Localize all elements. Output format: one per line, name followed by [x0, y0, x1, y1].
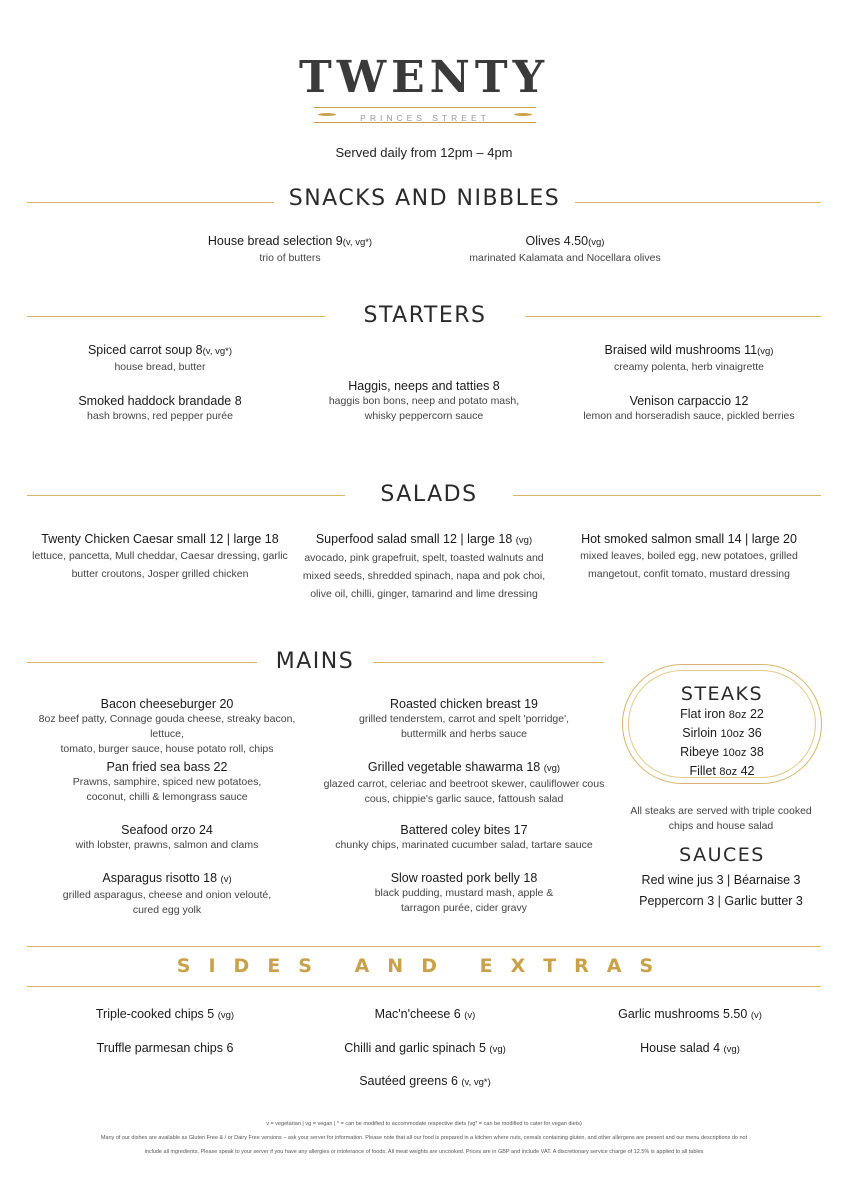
gold-leaf-icon: [514, 113, 532, 116]
item-title: Haggis, neeps and tatties 8: [348, 379, 500, 393]
divider-line: [513, 495, 821, 496]
item-title: Triple-cooked chips 5: [95, 1007, 215, 1021]
menu-item: [22, 696, 312, 757]
menu-item: [318, 759, 610, 807]
footer-legend: v = vegetarian | vg = vegan | * = can be modified to accommodate respective diets (vg* = can be modified to cater for vegan diets): [266, 1121, 582, 1127]
item-title: Mac'n'cheese 6: [374, 1007, 461, 1021]
steaks-note: [610, 804, 832, 834]
divider-line: [27, 946, 821, 947]
side-item: [300, 1040, 550, 1058]
steak-item: Fillet 8oz 42: [689, 764, 755, 778]
diet-tag: (v, vg*): [342, 237, 373, 248]
logo-subtitle-band: [314, 107, 536, 123]
item-title: Garlic mushrooms 5.50: [618, 1007, 748, 1021]
item-description: whisky peppercorn sauce: [364, 410, 484, 422]
section-heading-sauces: SAUCES: [679, 844, 765, 866]
diet-tag: (vg): [757, 346, 774, 357]
item-description: grilled tenderstem, carrot and spelt 'porridge',: [358, 713, 570, 725]
menu-item: [22, 870, 312, 918]
menu-item: [150, 233, 430, 266]
divider-line: [575, 202, 821, 203]
divider-line: [373, 662, 604, 663]
item-description: grilled asparagus, cheese and onion velouté,: [62, 889, 272, 901]
item-description: lettuce, pancetta, Mull cheddar, Caesar dressing, garlic: [32, 550, 288, 562]
diet-tag: (vg): [723, 1044, 740, 1055]
item-title: Battered coley bites 17: [400, 823, 528, 837]
item-description: 8oz beef patty, Connage gouda cheese, streaky bacon, lettuce,: [38, 713, 296, 740]
diet-tag: (v, vg*): [202, 346, 233, 357]
item-title: Venison carpaccio 12: [629, 394, 749, 408]
side-item: [40, 1006, 290, 1024]
item-description: chunky chips, marinated cucumber salad, tartare sauce: [335, 839, 593, 851]
item-description: buttermilk and herbs sauce: [400, 728, 528, 740]
diet-tag: (v): [750, 1010, 762, 1021]
side-item: [40, 1040, 290, 1056]
item-title: Bacon cheeseburger 20: [100, 697, 234, 711]
menu-item: [40, 342, 280, 375]
item-title: Hot smoked salmon small 14 | large 20: [581, 532, 797, 546]
item-description: hash browns, red pepper purée: [87, 410, 233, 422]
item-description: cous, chippie's garlic sauce, fattoush salad: [364, 793, 564, 805]
item-title: Asparagus risotto 18: [102, 871, 218, 885]
item-title: Slow roasted pork belly 18: [390, 871, 538, 885]
diet-tag: (vg): [543, 763, 561, 774]
diet-tag: (vg): [515, 535, 533, 546]
menu-item: [556, 531, 822, 583]
item-description: avocado, pink grapefruit, spelt, toasted walnuts and: [304, 552, 544, 564]
item-description: tomato, burger sauce, house potato roll, chips: [60, 743, 274, 755]
item-description: creamy polenta, herb vinaigrette: [614, 361, 764, 373]
side-item: [560, 1006, 820, 1024]
menu-item: [300, 378, 548, 424]
diet-tag: (vg): [588, 237, 605, 248]
steak-list: [622, 705, 822, 781]
item-description: butter croutons, Josper grilled chicken: [71, 568, 249, 580]
menu-item: [294, 531, 554, 603]
sauce-line: Red wine jus 3 | Béarnaise 3: [641, 873, 801, 887]
diet-tag: (vg): [217, 1010, 235, 1021]
menu-item: [560, 393, 818, 424]
steak-item: Ribeye 10oz 38: [680, 745, 764, 759]
gold-leaf-icon: [318, 113, 336, 116]
steaks-note-line: chips and house salad: [668, 820, 774, 832]
item-description: coconut, chilli & lemongrass sauce: [86, 791, 248, 803]
item-description: glazed carrot, celeriac and beetroot skewer, cauliflower cous: [323, 778, 605, 790]
divider-line: [27, 202, 274, 203]
menu-item: [22, 822, 312, 853]
item-title: Braised wild mushrooms 11: [604, 343, 758, 357]
menu-item: [20, 531, 300, 583]
menu-item: [318, 822, 610, 853]
item-description: mixed seeds, shredded spinach, napa and pok choi,: [302, 570, 546, 582]
menu-item: [318, 696, 610, 742]
item-description: marinated Kalamata and Nocellara olives: [469, 252, 661, 264]
menu-item: [560, 342, 818, 375]
item-description: lemon and horseradish sauce, pickled berries: [583, 410, 795, 422]
section-heading-sides: SIDES AND EXTRAS: [176, 955, 672, 977]
item-title: Superfood salad small 12 | large 18: [315, 532, 513, 546]
section-heading-mains: MAINS: [275, 649, 355, 674]
item-title: Spiced carrot soup 8: [87, 343, 203, 357]
sauce-line: Peppercorn 3 | Garlic butter 3: [639, 894, 803, 908]
item-description: black pudding, mustard mash, apple &: [374, 887, 554, 899]
steak-item: Sirloin 10oz 36: [682, 726, 762, 740]
item-title: Olives 4.50: [525, 234, 589, 248]
menu-item: [40, 393, 280, 424]
diet-tag: (v, vg*): [461, 1077, 491, 1088]
footer-pricing-note: include all ingredients. Please speak to your server if you have any allergies or intolerance of foods. All meat weights are uncooked. Prices are in GBP and include VAT. A discretionary service charge of 12.5% is applied to all tables: [144, 1149, 704, 1155]
diet-tag: (v): [220, 874, 232, 885]
footer-allergen-note: Many of our dishes are available as Gluten Free & / or Dairy Free versions – ask your server for information. Please note that all our food is prepared in a kitchen where nuts, cereals containing gluten, and other allergens are present and our menu descriptions do not: [100, 1135, 748, 1141]
item-title: Pan fried sea bass 22: [106, 760, 228, 774]
diet-tag: (vg): [489, 1044, 506, 1055]
side-item: [300, 1006, 550, 1024]
section-heading-snacks: SNACKS AND NIBBLES: [288, 186, 561, 211]
side-item: [560, 1040, 820, 1058]
diet-tag: (v): [464, 1010, 476, 1021]
item-title: Grilled vegetable shawarma 18: [367, 760, 541, 774]
item-title: Smoked haddock brandade 8: [78, 394, 242, 408]
item-description: haggis bon bons, neep and potato mash,: [328, 395, 520, 407]
item-description: house bread, butter: [114, 361, 206, 373]
item-title: House salad 4: [640, 1041, 721, 1055]
item-title: Seafood orzo 24: [121, 823, 213, 837]
sauces-list: [610, 872, 832, 909]
serving-hours: Served daily from 12pm – 4pm: [335, 145, 513, 160]
item-description: mangetout, confit tomato, mustard dressing: [588, 568, 790, 580]
restaurant-logo: TWENTY: [298, 52, 550, 103]
item-title: Truffle parmesan chips 6: [96, 1041, 234, 1055]
steaks-note-line: All steaks are served with triple cooked: [630, 805, 812, 817]
section-heading-steaks: STEAKS: [680, 683, 764, 705]
item-description: with lobster, prawns, salmon and clams: [75, 839, 259, 851]
item-description: mixed leaves, boiled egg, new potatoes, grilled: [580, 550, 798, 562]
side-item: [300, 1073, 550, 1091]
divider-line: [27, 986, 821, 987]
item-title: House bread selection 9: [207, 234, 343, 248]
item-description: tarragon purée, cider gravy: [400, 902, 528, 914]
divider-line: [27, 316, 325, 317]
menu-item: [22, 759, 312, 805]
item-description: trio of butters: [259, 252, 321, 264]
section-heading-starters: STARTERS: [363, 303, 487, 328]
item-title: Sautéed greens 6: [359, 1074, 458, 1088]
logo-subtitle: PRINCES STREET: [360, 113, 490, 123]
section-heading-salads: SALADS: [380, 482, 478, 507]
item-description: Prawns, samphire, spiced new potatoes,: [72, 776, 262, 788]
divider-line: [525, 316, 821, 317]
divider-line: [27, 495, 345, 496]
steak-item: Flat iron 8oz 22: [680, 707, 764, 721]
item-title: Twenty Chicken Caesar small 12 | large 18: [41, 532, 279, 546]
item-description: olive oil, chilli, ginger, tamarind and lime dressing: [310, 588, 538, 600]
item-title: Chilli and garlic spinach 5: [344, 1041, 486, 1055]
item-title: Roasted chicken breast 19: [389, 697, 538, 711]
menu-item: [425, 233, 705, 266]
item-description: cured egg yolk: [132, 904, 202, 916]
divider-line: [27, 662, 257, 663]
menu-item: [318, 870, 610, 916]
